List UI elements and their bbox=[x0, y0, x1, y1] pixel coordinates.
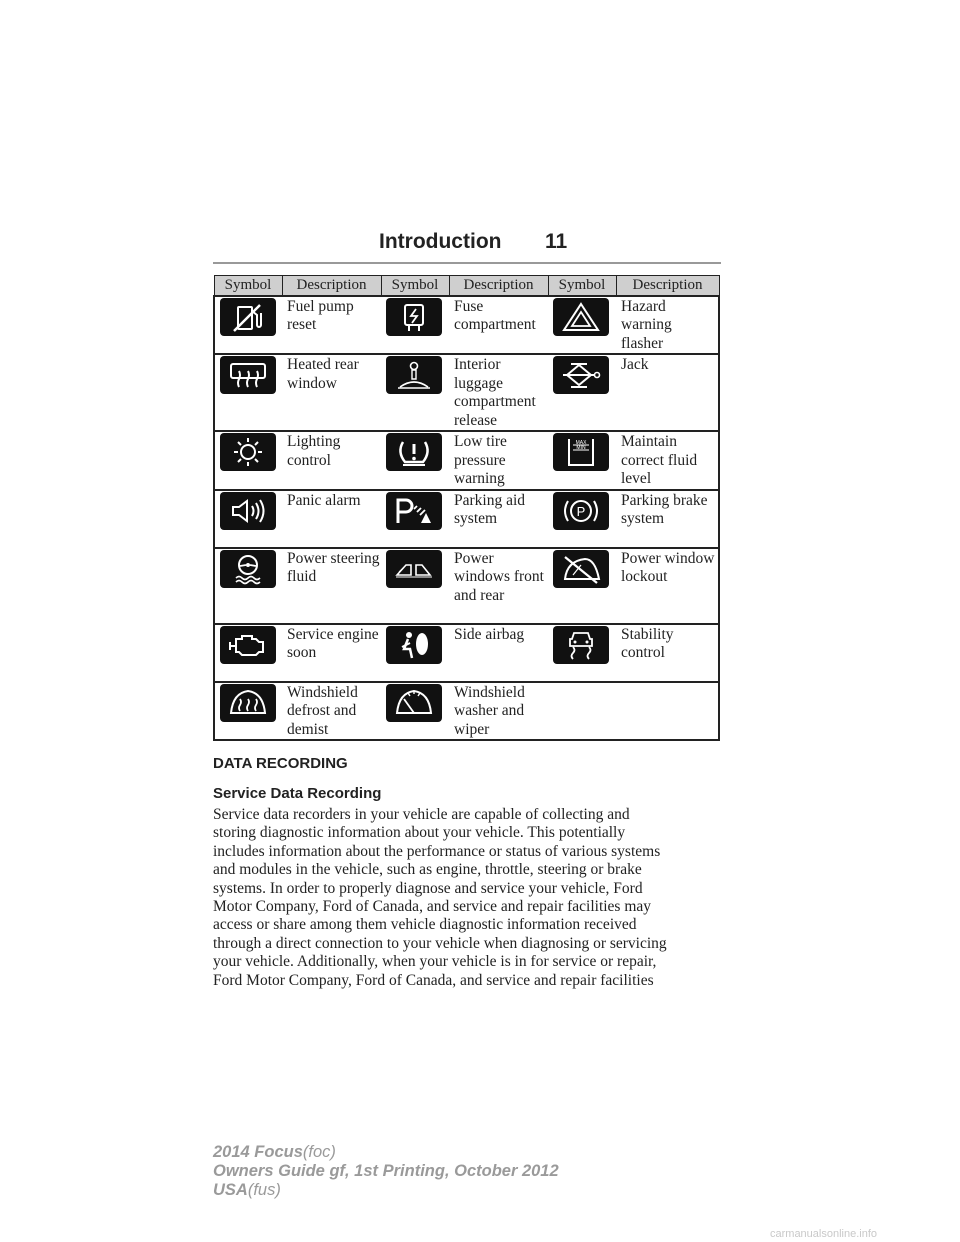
description-cell: Heated rear window bbox=[282, 354, 381, 431]
power-windows-icon bbox=[386, 550, 442, 588]
table-row bbox=[214, 548, 719, 624]
parking-aid-icon bbox=[386, 492, 442, 530]
symbol-cell bbox=[214, 624, 282, 682]
symbol-cell bbox=[381, 548, 449, 624]
section-subheading: Service Data Recording bbox=[213, 785, 382, 802]
page-header bbox=[213, 228, 721, 264]
page-title: Introduction bbox=[379, 230, 502, 253]
hazard-warning-icon bbox=[553, 298, 609, 336]
body-line: Motor Company, Ford of Canada, and service and repair facilities may bbox=[213, 898, 652, 916]
symbol-cell bbox=[548, 490, 616, 548]
description-cell: Stability control bbox=[616, 624, 719, 682]
page-footer bbox=[213, 1143, 559, 1200]
footer-line bbox=[213, 1143, 559, 1162]
footer-model: 2014 Focus bbox=[213, 1143, 303, 1161]
engine-icon bbox=[220, 626, 276, 664]
column-header: Description bbox=[616, 276, 719, 296]
symbol-cell bbox=[548, 354, 616, 431]
symbol-cell bbox=[381, 354, 449, 431]
description-cell: Hazard warning flasher bbox=[616, 296, 719, 355]
description-cell: Maintain correct fluid level bbox=[616, 431, 719, 490]
symbol-cell bbox=[214, 490, 282, 548]
table-row bbox=[214, 431, 719, 490]
description-cell: Power window lockout bbox=[616, 548, 719, 624]
body-line: storing diagnostic information about your vehicle. This potentially bbox=[213, 824, 626, 842]
column-header: Description bbox=[449, 276, 548, 296]
body-paragraph bbox=[213, 806, 728, 990]
stability-control-icon bbox=[553, 626, 609, 664]
description-cell: Low tire pressure warning bbox=[449, 431, 548, 490]
fluid-level-icon bbox=[553, 433, 609, 471]
description-cell: Fuse compartment bbox=[449, 296, 548, 355]
parking-p-label: P bbox=[576, 503, 586, 519]
power-steering-fluid-icon bbox=[220, 550, 276, 588]
table-row bbox=[214, 624, 719, 682]
footer-line bbox=[213, 1181, 559, 1200]
page-number: 11 bbox=[545, 230, 568, 253]
symbol-cell bbox=[214, 682, 282, 741]
symbol-cell bbox=[548, 624, 616, 682]
footer-line: Owners Guide gf, 1st Printing, October 2012 bbox=[213, 1162, 559, 1180]
description-cell: Power steering fluid bbox=[282, 548, 381, 624]
body-line: and modules in the vehicle, such as engine, throttle, steering or brake bbox=[213, 861, 642, 879]
table-row bbox=[214, 296, 719, 355]
table-header-row bbox=[214, 276, 719, 296]
symbol-cell bbox=[214, 354, 282, 431]
body-line: through a direct connection to your vehicle when diagnosing or servicing bbox=[213, 934, 667, 952]
symbol-cell bbox=[548, 548, 616, 624]
windshield-defrost-icon bbox=[220, 684, 276, 722]
description-cell: Windshield defrost and demist bbox=[282, 682, 381, 741]
column-header: Description bbox=[282, 276, 381, 296]
symbol-cell bbox=[548, 296, 616, 355]
description-cell: Jack bbox=[616, 354, 719, 431]
symbol-cell bbox=[381, 682, 449, 741]
footer-model-code: (foc) bbox=[302, 1143, 336, 1161]
window-lockout-icon bbox=[553, 550, 609, 588]
windshield-washer-icon bbox=[386, 684, 442, 722]
symbol-cell bbox=[381, 490, 449, 548]
parking-brake-icon bbox=[553, 492, 609, 530]
body-content bbox=[213, 755, 728, 990]
table-row bbox=[214, 682, 719, 741]
empty-cell bbox=[616, 682, 719, 741]
body-line: systems. In order to properly diagnose and service your vehicle, Ford bbox=[213, 879, 643, 897]
body-line: Service data recorders in your vehicle are capable of collecting and bbox=[213, 806, 630, 823]
column-header: Symbol bbox=[548, 276, 616, 296]
section-heading: DATA RECORDING bbox=[213, 755, 348, 772]
column-header: Symbol bbox=[381, 276, 449, 296]
fuse-icon bbox=[386, 298, 442, 336]
body-line: includes information about the performance or status of various systems bbox=[213, 842, 661, 860]
footer-market: USA bbox=[213, 1181, 248, 1199]
description-cell: Power windows front and rear bbox=[449, 548, 548, 624]
description-cell: Panic alarm bbox=[282, 490, 381, 548]
description-cell: Interior luggage compartment release bbox=[449, 354, 548, 431]
body-line: access or share among them vehicle diagnostic information received bbox=[213, 916, 637, 934]
interior-luggage-release-icon bbox=[386, 356, 442, 394]
jack-icon bbox=[553, 356, 609, 394]
side-airbag-icon bbox=[386, 626, 442, 664]
description-cell: Service engine soon bbox=[282, 624, 381, 682]
fuel-pump-reset-icon bbox=[220, 298, 276, 336]
low-tire-pressure-icon bbox=[386, 433, 442, 471]
column-header: Symbol bbox=[214, 276, 282, 296]
fluid-min-label: MIN bbox=[576, 445, 586, 451]
symbol-cell bbox=[214, 431, 282, 490]
table-row bbox=[214, 490, 719, 548]
symbol-cell bbox=[214, 296, 282, 355]
empty-cell bbox=[548, 682, 616, 741]
description-cell: Side airbag bbox=[449, 624, 548, 682]
symbol-cell bbox=[381, 624, 449, 682]
footer-market-code: (fus) bbox=[247, 1181, 281, 1199]
heated-rear-window-icon bbox=[220, 356, 276, 394]
description-cell: Fuel pump reset bbox=[282, 296, 381, 355]
symbol-cell bbox=[548, 431, 616, 490]
symbol-cell bbox=[214, 548, 282, 624]
body-line: Ford Motor Company, Ford of Canada, and service and repair facilities bbox=[213, 971, 654, 989]
panic-alarm-icon bbox=[220, 492, 276, 530]
symbols-table bbox=[213, 275, 720, 741]
fluid-max-label: MAX bbox=[575, 440, 587, 446]
description-cell: Lighting control bbox=[282, 431, 381, 490]
symbol-cell bbox=[381, 296, 449, 355]
watermark: carmanualsonline.info bbox=[770, 1228, 878, 1240]
body-line: your vehicle. Additionally, when your vehicle is in for service or repair, bbox=[213, 953, 657, 971]
symbol-cell bbox=[381, 431, 449, 490]
description-cell: Windshield washer and wiper bbox=[449, 682, 548, 741]
lighting-control-icon bbox=[220, 433, 276, 471]
description-cell: Parking aid system bbox=[449, 490, 548, 548]
table-row bbox=[214, 354, 719, 431]
description-cell: Parking brake system bbox=[616, 490, 719, 548]
